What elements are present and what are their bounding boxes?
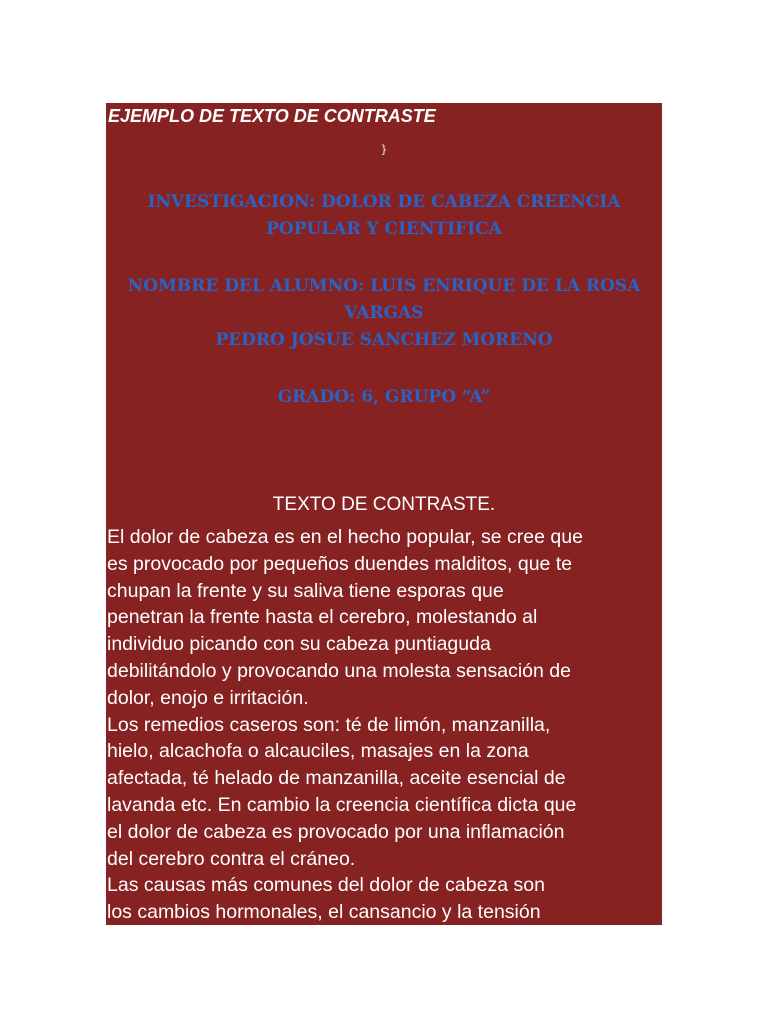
body-line: penetran la frente hasta el cerebro, molestando al [107, 606, 538, 629]
body-line: Los remedios caseros son: té de limón, manzanilla, [107, 713, 551, 736]
student-name-line: PEDRO JOSUE SANCHEZ MORENO [215, 330, 553, 350]
body-line: es provocado por pequeños duendes malditos, que te [107, 552, 573, 575]
document-heading: EJEMPLO DE TEXTO DE CONTRASTE [108, 106, 436, 126]
body-line: dolor, enojo e irritación. [107, 686, 309, 709]
brace-mark: } [380, 143, 388, 156]
body-line: debilitándolo y provocando una molesta sensación de [107, 659, 571, 682]
body-line: los cambios hormonales, el cansancio y la tensión [107, 901, 541, 924]
body-line: individuo picando con su cabeza puntiaguda [107, 633, 491, 656]
student-name-line: VARGAS [344, 303, 424, 323]
investigation-title-line: INVESTIGACION: DOLOR DE CABEZA CREENCIA [147, 192, 621, 212]
grade-group: GRADO: 6, GRUPO “A” [277, 387, 491, 407]
body-line: el dolor de cabeza es provocado por una inflamación [107, 820, 565, 843]
investigation-title-line: POPULAR Y CIENTIFICA [266, 219, 502, 239]
body-line: afectada, té helado de manzanilla, aceite esencial de [107, 767, 566, 790]
body-line: hielo, alcachofa o alcauciles, masajes en la zona [107, 740, 529, 763]
document-panel [106, 103, 662, 925]
body-line: del cerebro contra el cráneo. [107, 847, 356, 870]
body-line: chupan la frente y su saliva tiene esporas que [107, 579, 504, 602]
body-paragraphs [107, 524, 662, 925]
body-line: lavanda etc. En cambio la creencia científica dicta que [107, 793, 577, 816]
investigation-title [106, 189, 662, 243]
body-line: El dolor de cabeza es en el hecho popular, se cree que [107, 526, 583, 548]
student-names [106, 273, 662, 354]
student-name-line: NOMBRE DEL ALUMNO: LUIS ENRIQUE DE LA ROSA [127, 276, 641, 296]
body-line: Las causas más comunes del dolor de cabeza son [107, 874, 545, 897]
section-title: TEXTO DE CONTRASTE. [272, 494, 496, 515]
